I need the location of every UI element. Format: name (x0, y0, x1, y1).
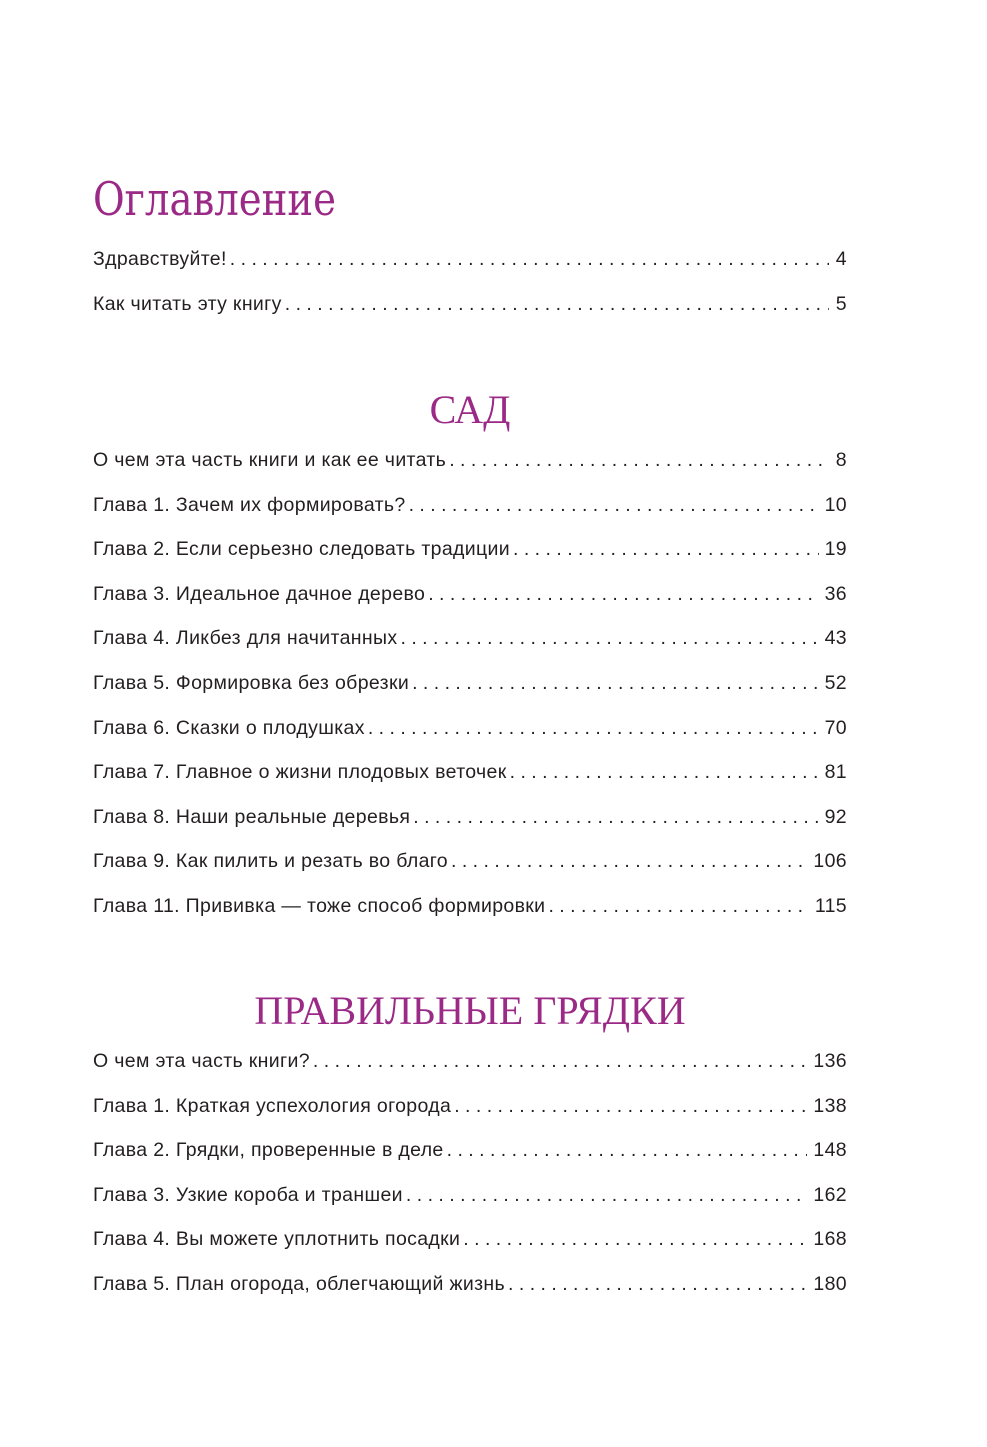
dot-leader (428, 572, 818, 617)
toc-beds-list (93, 1039, 847, 1307)
toc-entry-page: 115 (814, 894, 847, 917)
page-title: Оглавление (93, 172, 337, 226)
dot-leader (510, 750, 819, 795)
toc-entry-page: 180 (813, 1272, 847, 1295)
toc-entry-label: Глава 9. Как пилить и резать во благо (93, 850, 448, 873)
toc-entry[interactable] (93, 795, 847, 840)
toc-entry-page: 81 (824, 761, 847, 784)
dot-leader (447, 1128, 808, 1173)
toc-garden-list (93, 438, 847, 929)
toc-entry[interactable] (93, 1262, 847, 1307)
section-title-garden: САД (429, 387, 511, 432)
toc-entry-page: 19 (824, 538, 847, 561)
toc-entry-page: 5 (835, 292, 847, 315)
toc-entry-page: 8 (835, 449, 847, 471)
toc-entry-label: Глава 11. Прививка — тоже способ формировки (93, 894, 546, 917)
toc-entry-page: 70 (824, 716, 847, 739)
toc-entry-label: Глава 8. Наши реальные деревья (93, 805, 411, 828)
dot-leader (400, 616, 818, 661)
dot-leader (454, 1084, 807, 1129)
dot-leader (508, 1262, 807, 1307)
toc-entry[interactable] (93, 1084, 847, 1129)
dot-leader (230, 237, 829, 282)
toc-entry-label: О чем эта часть книги? (93, 1050, 310, 1072)
dot-leader (451, 839, 807, 884)
dot-leader (449, 438, 829, 483)
toc-entry-label: Глава 5. Формировка без обрезки (93, 671, 410, 694)
toc-entry[interactable] (93, 572, 847, 617)
toc-entry-label: О чем эта часть книги и как ее читать (93, 449, 447, 471)
toc-entry-label: Глава 2. Если серьезно следовать традиции (93, 538, 511, 561)
toc-entry-label: Глава 4. Ликбез для начитанных (93, 627, 398, 650)
toc-entry[interactable] (93, 282, 847, 327)
dot-leader (413, 795, 818, 840)
dot-leader (548, 884, 808, 929)
toc-entry[interactable] (93, 1128, 847, 1173)
dot-leader (285, 282, 829, 327)
toc-entry-label: Глава 1. Краткая успехология огорода (93, 1094, 452, 1117)
toc-entry[interactable] (93, 616, 847, 661)
toc-entry[interactable] (93, 438, 847, 483)
toc-entry-label: Здравствуйте! (93, 248, 227, 270)
dot-leader (313, 1039, 807, 1084)
toc-entry[interactable] (93, 1039, 847, 1084)
toc-entry-page: 106 (813, 850, 847, 873)
toc-entry[interactable] (93, 750, 847, 795)
dot-leader (463, 1217, 807, 1262)
toc-entry-page: 148 (813, 1139, 847, 1162)
toc-entry-page: 52 (824, 671, 847, 694)
dot-leader (412, 661, 819, 706)
dot-leader (368, 706, 819, 751)
toc-entry[interactable] (93, 1217, 847, 1262)
toc-entry-label: Как читать эту книгу (93, 292, 282, 315)
toc-entry-label: Глава 1. Зачем их формировать? (93, 493, 406, 516)
toc-entry-page: 10 (824, 493, 847, 516)
toc-entry-page: 138 (813, 1094, 847, 1117)
toc-entry[interactable] (93, 884, 847, 929)
section-title-beds: ПРАВИЛЬНЫЕ ГРЯДКИ (254, 988, 686, 1033)
toc-entry-label: Глава 4. Вы можете уплотнить посадки (93, 1228, 461, 1251)
toc-entry-label: Глава 3. Идеальное дачное дерево (93, 582, 426, 605)
dot-leader (409, 483, 819, 528)
dot-leader (513, 527, 819, 572)
toc-entry[interactable] (93, 527, 847, 572)
toc-entry-page: 92 (824, 805, 847, 828)
toc-entry-page: 136 (813, 1050, 847, 1072)
toc-entry-page: 168 (813, 1228, 847, 1251)
toc-entry-label: Глава 2. Грядки, проверенные в деле (93, 1139, 444, 1162)
toc-entry[interactable] (93, 483, 847, 528)
toc-entry[interactable] (93, 839, 847, 884)
dot-leader (406, 1173, 808, 1218)
toc-entry-page: 43 (824, 627, 847, 650)
toc-entry-label: Глава 5. План огорода, облегчающий жизнь (93, 1272, 506, 1295)
toc-entry-label: Глава 6. Сказки о плодушках (93, 716, 365, 739)
toc-entry-page: 4 (835, 248, 847, 270)
toc-entry[interactable] (93, 706, 847, 751)
toc-intro-list (93, 237, 847, 326)
toc-entry-page: 162 (813, 1183, 847, 1206)
toc-entry[interactable] (93, 237, 847, 282)
toc-entry-label: Глава 7. Главное о жизни плодовых веточек (93, 761, 507, 784)
toc-entry[interactable] (93, 1173, 847, 1218)
toc-entry-page: 36 (824, 582, 847, 605)
toc-entry-label: Глава 3. Узкие короба и траншеи (93, 1183, 403, 1206)
toc-entry[interactable] (93, 661, 847, 706)
